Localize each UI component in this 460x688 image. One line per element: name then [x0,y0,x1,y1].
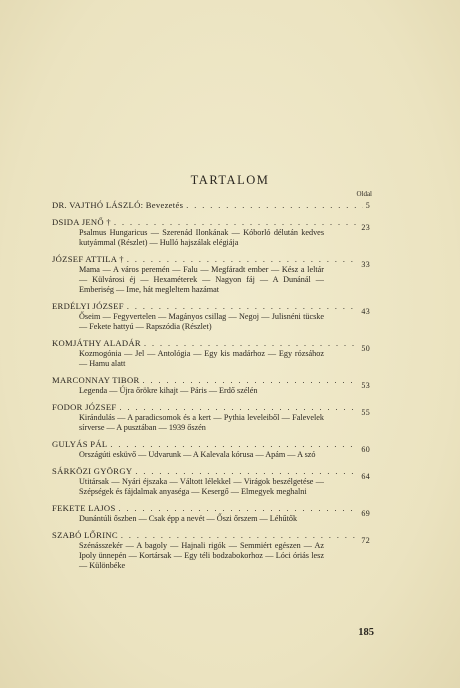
works-list: Kirándulás — A paradicsomok és a kert — Pythia leveleiből — Falevelek sírverse — A pusztában — 1939 őszén [79,413,324,432]
author-name: KOMJÁTHY ALADÁR [52,338,141,348]
dot-leader [135,466,358,477]
toc-entry-heading [52,466,370,481]
dot-leader [127,254,359,265]
page-ref: 5 [365,201,370,210]
toc-entry-heading [52,338,370,353]
works-list: Őseim — Fegyvertelen — Magányos csillag — Negoj — Julisnéni tücske — Fekete hattyú — Rapszódia (Részlet) [79,312,324,331]
toc-entry [52,466,370,497]
toc-entry-heading [52,301,370,316]
works-list: Dunántúli őszben — Csak épp a nevét — Őszi őrszem — Léhűtők [79,514,298,523]
page-title: TARTALOM [190,173,270,187]
toc-entry [52,530,370,571]
works-list: Legenda — Újra őrökre kihajt — Páris — Erdő szélén [79,386,258,395]
toc-entry [52,402,370,433]
page-ref: 33 [361,260,370,269]
author-name: GULYÁS PÁL [52,439,108,449]
works-list: Szénásszekér — A bagoly — Hajnali rigók — Semmiért egészen — Az Ipoly ünnepén — Kortársak — Egy téli bodzabokorhoz — Lóci óriás lesz — Különbéke [79,541,324,570]
toc-entry-heading [52,503,370,518]
page-ref: 69 [361,509,370,518]
dot-leader [127,301,359,312]
table-of-contents [52,200,370,577]
page-column-header: Oldal [356,190,372,198]
author-name: FEKETE LAJOS [52,503,116,513]
toc-entry [52,338,370,369]
page-ref: 72 [361,536,370,545]
works-list: Psalmus Hungaricus — Szerenád Ilonkának — Kóborló délután kedves kutyámmal (Részlet) — Hulló hajszálak elégiája [79,228,324,247]
author-name: DSIDA JENŐ † [52,217,111,227]
author-name: JÓZSEF ATTILA † [52,254,124,264]
works-list: Kozmogónia — Jel — Antológia — Egy kis madárhoz — Egy rózsához — Hamu alatt [79,349,324,368]
page-number: 185 [358,627,374,638]
toc-entry-heading [52,402,370,417]
page-ref: 60 [361,445,370,454]
toc-entry-heading [52,254,370,269]
dot-leader [110,439,358,450]
toc-entry [52,254,370,295]
toc-entry-heading [52,375,370,390]
toc-entry [52,439,370,460]
toc-entry [52,503,370,524]
author-name: FODOR JÓZSEF [52,402,117,412]
page-ref: 23 [361,223,370,232]
dot-leader [144,338,358,349]
page-ref: 55 [361,408,370,417]
toc-entry [52,375,370,396]
dot-leader [114,217,358,228]
author-name: ERDÉLYI JÓZSEF [52,301,124,311]
author-name: DR. VAJTHÓ LÁSZLÓ: Bevezetés [52,200,184,210]
dot-leader [119,503,359,514]
author-name: SÁRKÖZI GYÖRGY [52,466,133,476]
toc-entry-heading [52,530,370,545]
toc-entry [52,217,370,248]
toc-entry-heading [52,217,370,232]
page-ref: 50 [361,344,370,353]
works-list: Utitársak — Nyári éjszaka — Váltott lélekkel — Virágok beszélgetése — Szépségek és fájdalmak anyaséga — Kesergő — Elmegyek meghalni [79,477,324,496]
toc-entry-heading [52,200,370,211]
author-name: SZABÓ LŐRINC [52,530,118,540]
dot-leader [121,530,358,541]
dot-leader [143,375,359,386]
page-ref: 64 [361,472,370,481]
page-ref: 43 [361,307,370,316]
page-ref: 53 [361,381,370,390]
toc-entry [52,200,370,211]
dot-leader [186,200,362,211]
toc-entry [52,301,370,332]
toc-entry-heading [52,439,370,454]
works-list: Mama — A város peremén — Falu — Megfáradt ember — Kész a leltár — Külvárosi éj — Hexaméterek — Nagyon fáj — A Dunánál — Emberiség — Ime, hát megleltem hazámat [79,265,324,294]
works-list: Országúti esküvő — Udvarunk — A Kalevala kórusa — Apám — A szó [79,450,316,459]
dot-leader [120,402,359,413]
author-name: MARCONNAY TIBOR [52,375,140,385]
